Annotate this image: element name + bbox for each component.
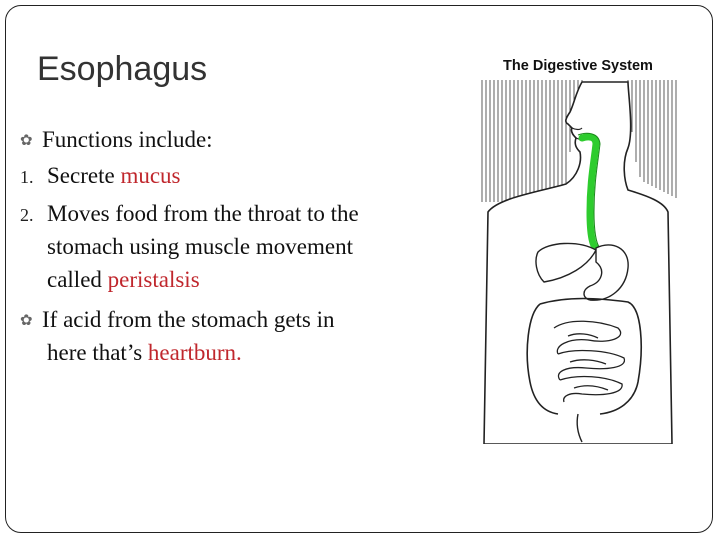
digestive-system-illustration (478, 52, 678, 444)
note-line-cont (47, 341, 242, 364)
highlight-term: mucus (120, 163, 181, 188)
bullet-icon: ✿ (20, 133, 33, 149)
list-item-2-cont (47, 235, 353, 258)
intro-line (20, 128, 213, 151)
note-text: here that’s (47, 340, 148, 365)
list-number: 1. (20, 167, 34, 187)
list-item-2-cont2 (47, 268, 200, 291)
list-item-1 (20, 164, 181, 187)
note-text: If acid from the stomach gets in (42, 307, 335, 332)
digestive-system-diagram (478, 52, 678, 444)
bullet-icon: ✿ (20, 313, 33, 329)
list-item-text: called (47, 267, 108, 292)
highlight-term: heartburn. (147, 340, 242, 365)
list-item-text: Secrete (47, 163, 121, 188)
slide-title: Esophagus (37, 50, 208, 88)
highlight-term: peristalsis (107, 267, 200, 292)
intro-text: Functions include: (42, 127, 213, 152)
list-item-text: Moves food from the throat to the (47, 201, 359, 226)
list-number: 2. (20, 205, 34, 225)
note-line (20, 308, 335, 331)
diagram-title: The Digestive System (503, 58, 653, 74)
list-item-text: stomach using muscle movement (47, 234, 353, 259)
list-item-2 (20, 202, 359, 225)
